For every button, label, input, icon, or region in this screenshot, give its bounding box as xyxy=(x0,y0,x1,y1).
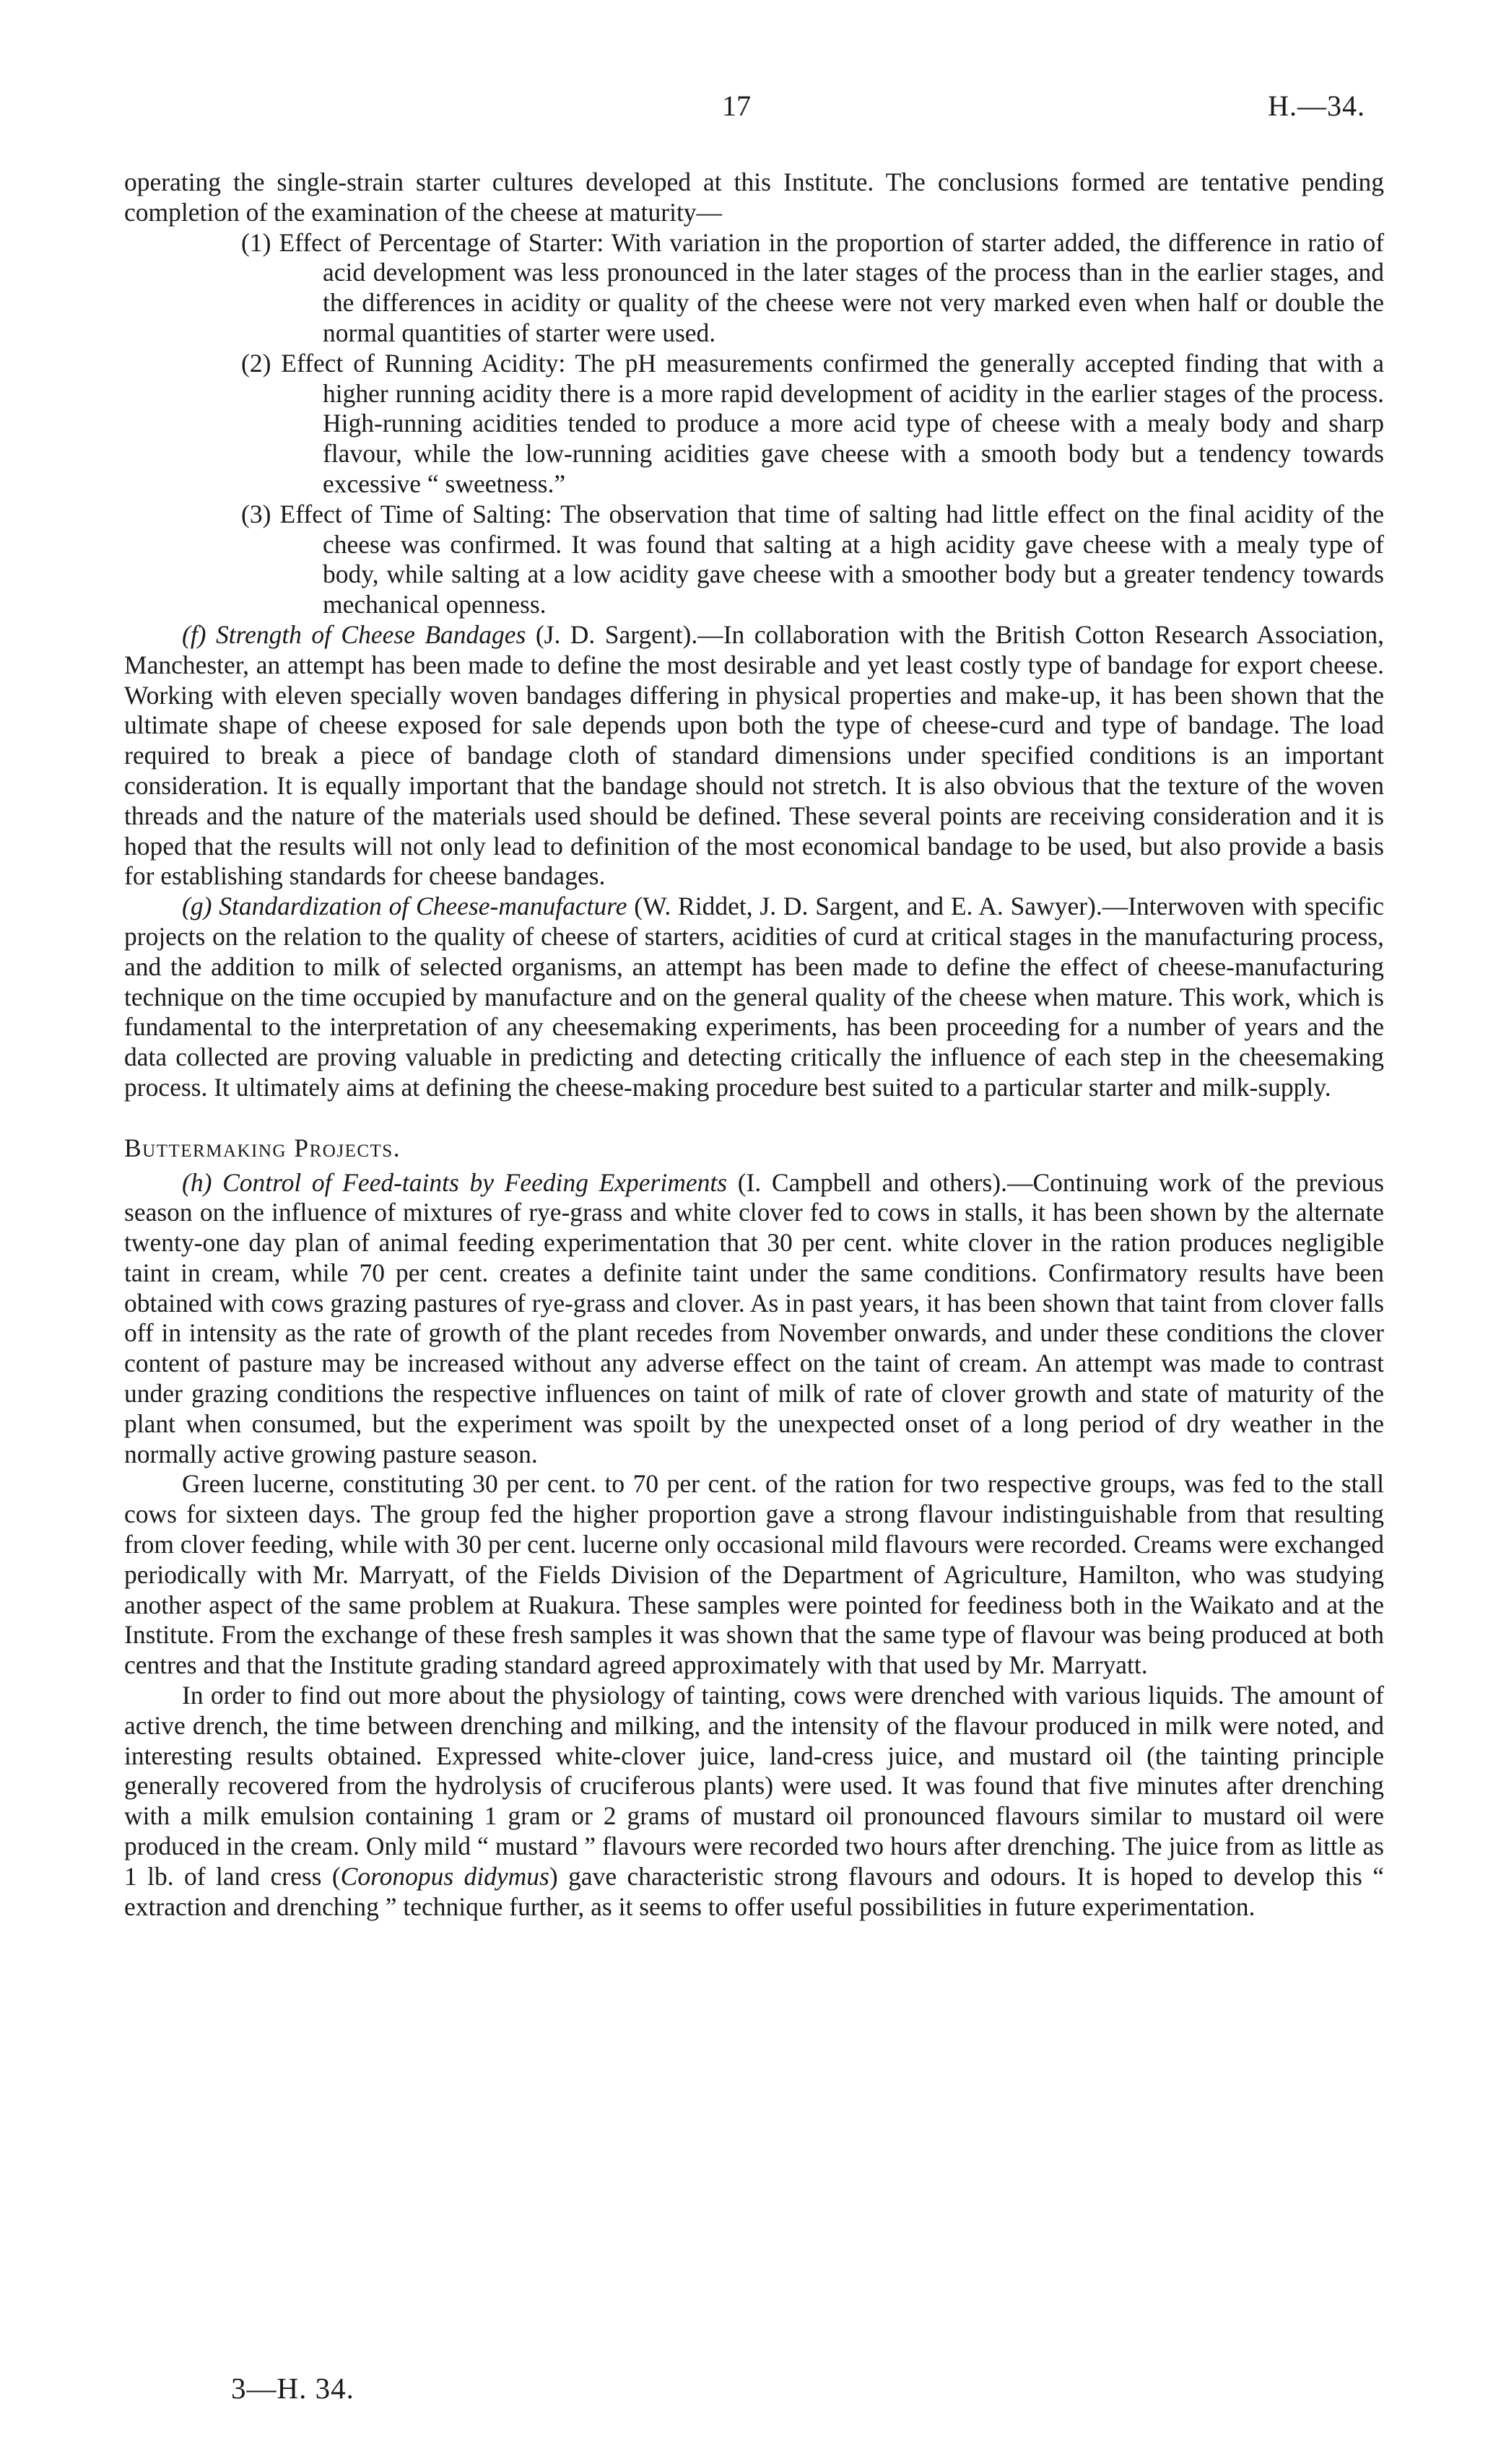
section-paragraph: (g) Standardization of Cheese-manufacture (W. Riddet, J. D. Sargent, and E. A. Sawyer).—Interwoven with specific projects on the relation to the quality of cheese of starters, acidities of curd at critical stages in the manufacturing process, and the addition to milk of selected organisms, an attempt has been made to define the effect of cheese-manufacturing technique on the time occupied by manufacture and on the general quality of the cheese when mature. This work, which is fundamental to the interpretation of any cheesemaking experiments, has been proceeding for a number of years and the data collected are proving valuable in predicting and detecting critically the influence of each step in the cheesemaking process. It ultimately aims at defining the cheese-making procedure best suited to a particular starter and milk-supply. xyxy=(124,892,1385,1102)
body-text xyxy=(124,167,1384,1922)
list-item: (2) Effect of Running Acidity: The pH measurements confirmed the generally accepted finding that with a higher running acidity there is a more rapid development of acidity in the earlier stages of the process. High-running acidities tended to produce a more acid type of cheese with a mealy body and sharp flavour, while the low-running acidities gave cheese with a smooth body but a tendency towards excessive “ sweetness.” xyxy=(241,348,1385,498)
document-reference: H.—34. xyxy=(1268,90,1365,122)
paragraph: operating the single-strain starter cultures developed at this Institute. The conclusions formed are tentative pending completion of the examination of the cheese at maturity— xyxy=(124,167,1384,227)
section-title: Control of Feed-taints by Feeding Experiments xyxy=(222,1167,728,1197)
section-title: Standardization of Cheese-manufacture xyxy=(219,892,627,921)
paragraph: Green lucerne, constituting 30 per cent. to 70 per cent. of the ration for two respective groups, was fed to the stall cows for sixteen days. The group fed the higher proportion gave a strong flavour indistinguishable from that resulting from clover feeding, while with 30 per cent. lucerne only occasional mild flavours were recorded. Creams were exchanged periodically with Mr. Marryatt, of the Fields Division of the Department of Agriculture, Hamilton, who was studying another aspect of the same problem at Ruakura. These samples were pointed for feediness both in the Waikato and at the Institute. From the exchange of these fresh samples it was shown that the same type of flavour was being produced at both centres and that the Institute grading standard agreed approximately with that used by Mr. Marryatt. xyxy=(124,1469,1384,1680)
list-item: (1) Effect of Percentage of Starter: With variation in the proportion of starter added, the difference in ratio of acid development was less pronounced in the later stages of the process than in the earlier stages, and the differences in acidity or quality of the cheese were not very marked even when half or double the normal quantities of starter were used. xyxy=(241,227,1385,347)
list-item: (3) Effect of Time of Salting: The observation that time of salting had little effect on the final acidity of the cheese was confirmed. It was found that salting at a high acidity gave cheese with a mealy type of body, while salting at a low acidity gave cheese with a smoother body but a greater tendency towards mechanical openness. xyxy=(241,499,1385,619)
section-paragraph: (f) Strength of Cheese Bandages (J. D. Sargent).—In collaboration with the British Cotton Research Association, Manchester, an attempt has been made to define the most desirable and yet least costly type of bandage for export cheese. Working with eleven specially woven bandages differing in physical properties and make-up, it has been shown that the ultimate shape of cheese exposed for sale depends upon both the type of cheese-curd and type of bandage. The load required to break a piece of bandage cloth of standard dimensions under specified conditions is an important consideration. It is equally important that the bandage should not stretch. It is also obvious that the texture of the woven threads and the nature of the materials used should be defined. These several points are receiving consideration and it is hoped that the results will not only lead to definition of the most economical bandage to be used, but also provide a basis for establishing standards for cheese bandages. xyxy=(124,619,1385,891)
page-number: 17 xyxy=(722,90,751,122)
section-title: Strength of Cheese Bandages xyxy=(215,619,526,649)
paragraph: In order to find out more about the physiology of tainting, cows were drenched with various liquids. The amount of active drench, the time between drenching and milking, and the intensity of the flavour produced in milk were noted, and interesting results obtained. Expressed white-clover juice, land-cress juice, and mustard oil (the tainting principle generally recovered from the hydrolysis of cruciferous plants) were used. It was found that five minutes after drenching with a milk emulsion containing 1 gram or 2 grams of mustard oil pronounced flavours similar to mustard oil were produced in the cream. Only mild “ mustard ” flavours were recorded two hours after drenching. The juice from as little as 1 lb. of land cress (Coronopus didymus) gave characteristic strong flavours and odours. It is hoped to develop this “ extraction and drenching ” technique further, as it seems to offer useful possibilities in future experimentation. xyxy=(124,1681,1384,1921)
section-label: (h) xyxy=(182,1167,212,1197)
page-header xyxy=(0,91,1501,127)
section-label: (f) xyxy=(182,619,206,649)
species-name: Coronopus didymus xyxy=(340,1861,549,1891)
section-paragraph: (h) Control of Feed-taints by Feeding Experiments (I. Campbell and others).—Continuing work of the previous season on the influence of mixtures of rye-grass and white clover fed to cows in stalls, it has been shown by the alternate twenty-one day plan of animal feeding experimentation that 30 per cent. white clover in the ration produces negligible taint in cream, while 70 per cent. creates a definite taint under the same conditions. Confirmatory results have been obtained with cows grazing pastures of rye-grass and clover. As in past years, it has been shown that taint from clover falls off in intensity as the rate of growth of the plant recedes from November onwards, and under these conditions the clover content of pasture may be increased without any adverse effect on the taint of cream. An attempt was made to contrast under grazing conditions the respective influences on taint of milk of rate of clover growth and state of maturity of the plant when consumed, but the experiment was spoilt by the unexpected onset of a long period of dry weather in the normally active growing pasture season. xyxy=(124,1167,1384,1468)
footer-signature: 3—H. 34. xyxy=(231,2372,354,2405)
section-heading: Buttermaking Projects. xyxy=(124,1133,401,1162)
section-label: (g) xyxy=(182,892,212,921)
